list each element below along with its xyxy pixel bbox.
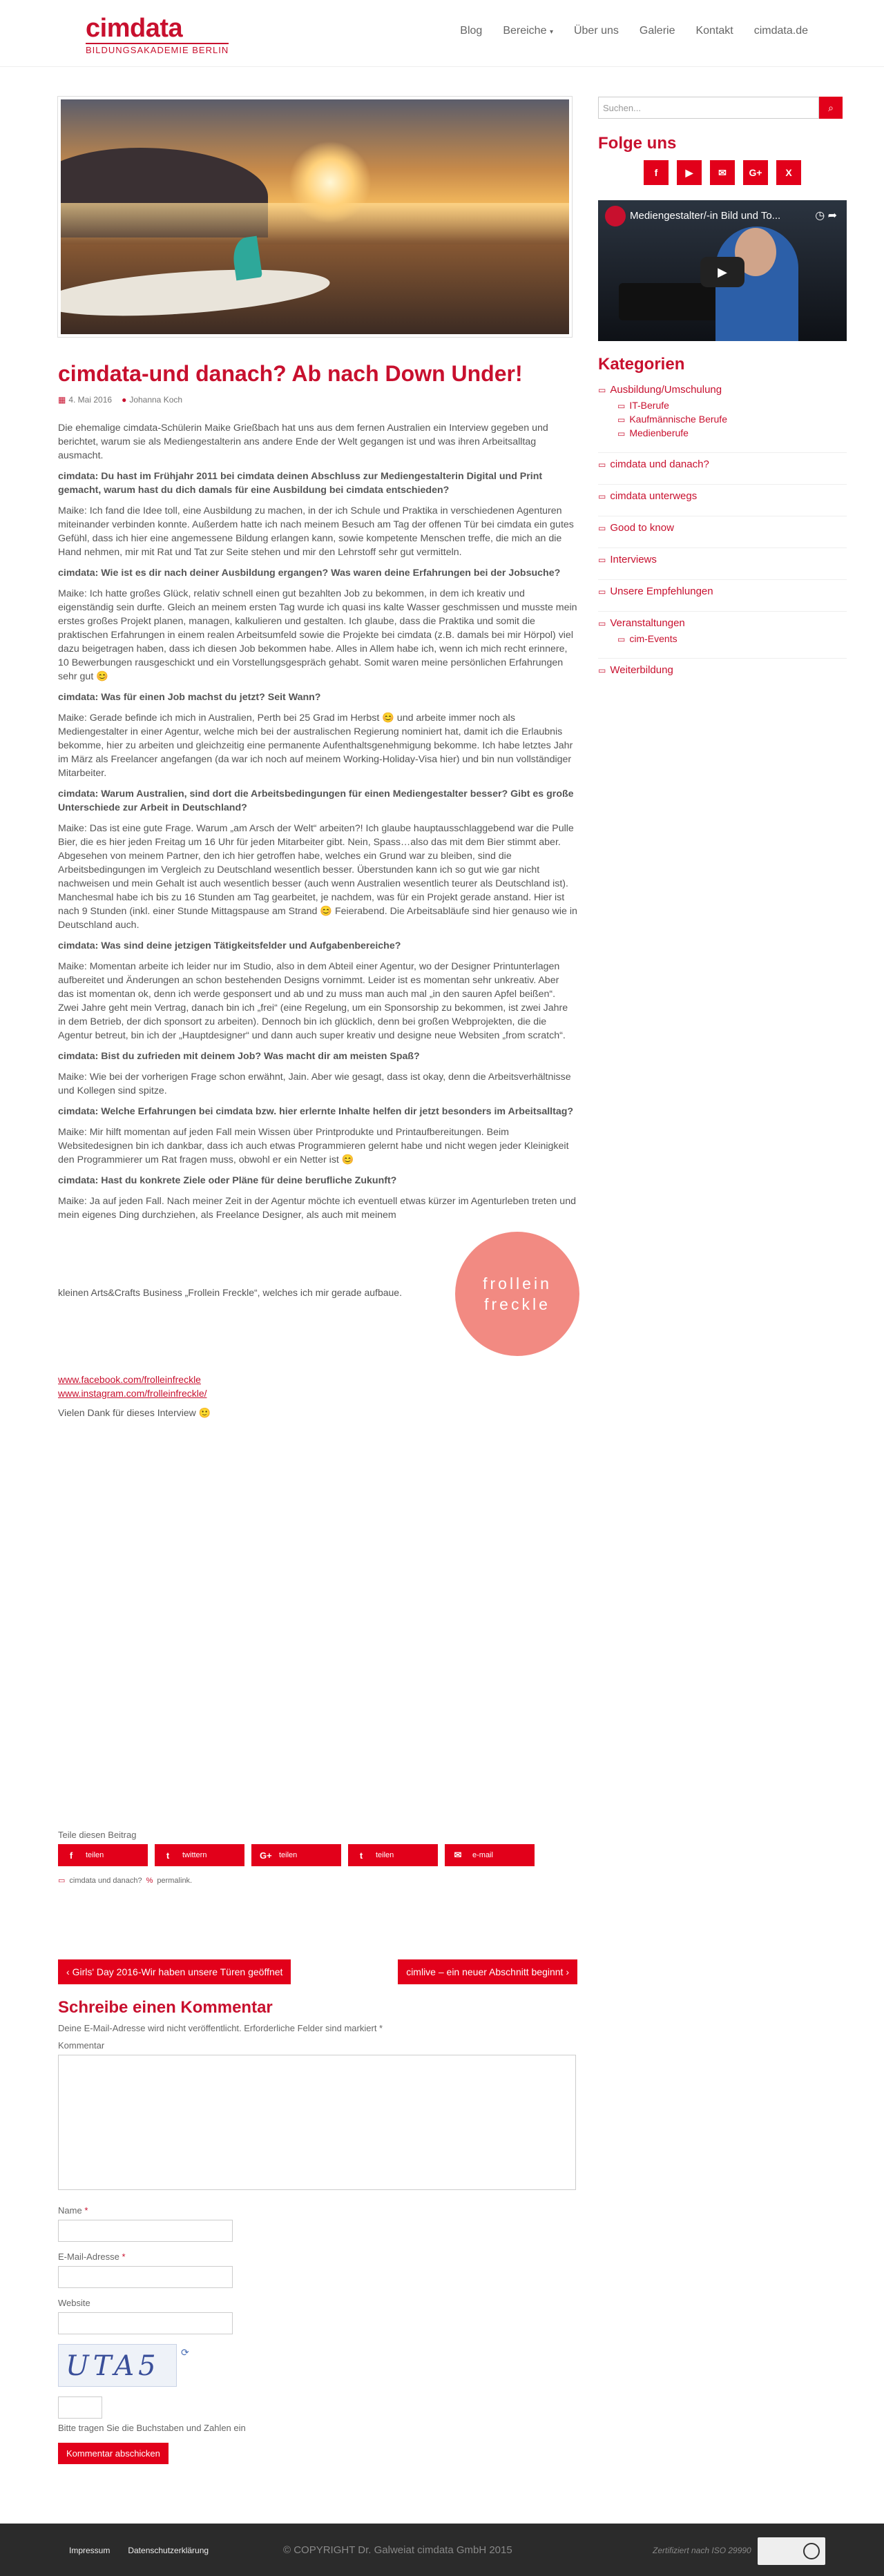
certification-text: Zertifiziert nach ISO 29990 [653,2546,751,2555]
next-post-label: cimlive – ein neuer Abschnitt beginnt [406,1966,564,1977]
share-googleplus-button[interactable] [251,1844,341,1866]
category-unterwegs-link[interactable]: cimdata unterwegs [610,490,698,502]
freckle-logo-line2: freckle [484,1295,550,1313]
freckle-logo-line1: frollein [483,1275,552,1292]
categories-title: Kategorien [598,355,685,374]
post-date-text: 4. Mai 2016 [68,395,113,405]
article [58,97,577,1419]
subcategory-events [617,633,847,644]
nav-ueber-uns[interactable]: Über uns [573,25,619,37]
comment-label: Kommentar [58,2040,105,2051]
datenschutz-link[interactable]: Datenschutzerklärung [128,2546,209,2555]
captcha-image: UTA5 [58,2344,177,2387]
name-label-text: Name [58,2205,82,2216]
category-good-link[interactable]: Good to know [610,522,674,534]
interview-question: cimdata: Was sind deine jetzigen Tätigkeitsfelder und Aufgabenbereiche? [58,940,401,951]
folder-icon: ▭ [598,492,606,501]
follow-title: Folge uns [598,134,677,153]
tumblr-icon: t [359,1850,363,1861]
category-good [598,516,847,534]
name-label [58,2205,577,2216]
category-ausbildung [598,384,847,438]
folder-icon: ▭ [598,460,606,469]
captcha-hint: Bitte tragen Sie die Buchstaben und Zahlen ein [58,2423,246,2433]
subcategories [617,633,847,644]
nav-galerie[interactable]: Galerie [639,25,675,37]
site-logo[interactable] [86,15,229,55]
captcha-input[interactable] [58,2396,102,2419]
share-googleplus-label: teilen [279,1851,298,1859]
interview-paragraph: Maike: Ja auf jeden Fall. Nach meiner Zeit in der Agentur möchte ich eventuell etwas kürzer im Agenturleben treten und mein eigenes Ding durchziehen, als Freelance Designer, als auch mit meinem [58,1196,576,1221]
folder-icon: ▭ [598,619,606,628]
folder-icon: ▭ [598,523,606,533]
video-title: Mediengestalter/-in Bild und To... [630,210,781,222]
copyright: © COPYRIGHT Dr. Galweiat cimdata GmbH 2015 [283,2544,512,2556]
share-section [58,1830,583,1885]
share-twitter-label: twittern [182,1851,207,1859]
interview-paragraph: Maike: Wie bei der vorherigen Frage schon erwähnt, Jain. Aber wie gesagt, dass ist okay, denn die Arbeitsverhältnisse und Kollegen sind spitze. [58,1072,571,1096]
instagram-link[interactable]: www.instagram.com/frolleinfreckle/ [58,1388,207,1399]
sidebar [598,97,847,690]
name-field[interactable] [58,2220,233,2242]
submit-comment-button[interactable]: Kommentar abschicken [58,2443,169,2464]
nav-blog[interactable]: Blog [460,25,483,37]
post-navigation [58,1959,577,1984]
post-author[interactable] [122,395,182,405]
folder-icon: ▭ [617,401,626,411]
comment-form [58,1998,577,2464]
subcategory-medien-link[interactable]: Medienberufe [629,427,689,438]
category-interviews [598,548,847,565]
email-label [58,2251,577,2262]
category-link[interactable]: cimdata und danach? [69,1876,142,1885]
interview-paragraph: Maike: Das ist eine gute Frage. Warum „am Arsch der Welt“ arbeiten?! Ich glaube hauptausschlaggebend war die Pulle Bier, die es hier jeden Freitag um 16 Uhr für jeden Mitarbeiter gibt. Nein, Spass…also das mit dem Bier stimmt aber. Abgesehen von meinem Partner, den ich hier getroffen habe, welches ein Grund war zu bleiben, sind die Arbeitsbedingungen im Vergleich zu Deutschland wesentlich besser. Überstunden kann ich so gut wie gar nicht nachweisen und mein Gehalt ist auch wesentlich besser (auch wenn Australien wesentlich teurer als Deutschland ist). Manchesmal habe ich bis zu 16 Stunden am Tag gearbeitet, je nachdem, was für ein Projekt gerade anstand. Hier ist nach 9 Stunden (inkl. einer Stunde Mittagspause am Strand 😊 Feierabend. Die Arbeitsabläufe sind hier genauso wie in Deutschland auch. [58,823,577,931]
share-email-button[interactable] [445,1844,535,1866]
previous-post-button[interactable] [58,1959,291,1984]
main-nav [460,25,808,37]
freckle-paragraph: kleinen Arts&Crafts Business „Frollein Freckle“, welches ich mir gerade aufbaue. [58,1287,402,1298]
share-buttons [58,1844,583,1866]
chevron-right-icon: › [563,1966,569,1977]
share-facebook-button[interactable] [58,1844,148,1866]
website-field[interactable] [58,2312,233,2334]
frollein-freckle-logo [455,1232,579,1356]
subcategory-kaufm [617,414,847,425]
category-empfehlungen-link[interactable]: Unsere Empfehlungen [610,585,713,597]
interview-paragraph: Maike: Ich fand die Idee toll, eine Ausbildung zu machen, in der ich Schule und Praktika in verschiedenen Agenturen miteinander verbinden konnte. Außerdem hatte ich nach meinem Besuch am Tag der offenen Tür bei cimdata ein gutes Gefühl, dass ich hier eine angemessene Bildung erlangen kann, sowie kompetente Menschen treffe, die mich an die Hand nehmen, mir mit Rat und Tat zur Seite stehen und mir den Lehrstoff sehr gut vermitteln. [58,505,574,558]
play-icon[interactable]: ▶ [700,257,744,287]
footer-links [69,2546,209,2555]
folder-icon: ▭ [617,635,626,644]
featured-image [58,97,572,337]
category-unterwegs [598,484,847,502]
comment-title: Schreibe einen Kommentar [58,1998,273,2017]
caret-down-icon: ▾ [549,28,553,36]
nav-kontakt[interactable]: Kontakt [695,25,733,37]
share-tumblr-button[interactable] [348,1844,438,1866]
interview-paragraph: Maike: Mir hilft momentan auf jeden Fall mein Wissen über Printprodukte und Printaufbereitungen. Beim Websitedesignen bin ich dankbar, dass ich auch etwas Programmieren gelernt habe und nicht wegen jeder Kleinigkeit den Programmierer um Rat fragen muss, obwohl er ein Netter ist 😊 [58,1127,569,1165]
facebook-icon: f [69,1850,73,1861]
refresh-icon[interactable]: ⟳ [181,2347,189,2358]
clock-share-icon[interactable]: ◷ ➦ [815,210,837,222]
freckle-row [58,1229,577,1360]
required-marker: * [84,2205,88,2216]
category-veranstaltungen [598,611,847,644]
category-danach [598,452,847,470]
video-embed[interactable] [598,200,847,341]
subcategory-medien [617,427,847,438]
category-empfehlungen [598,579,847,597]
next-post-button[interactable] [398,1959,577,1984]
share-title: Teile diesen Beitrag [58,1830,137,1840]
impressum-link[interactable]: Impressum [69,2546,110,2555]
category-danach-link[interactable]: cimdata und danach? [610,458,709,470]
folder-icon: ▭ [598,587,606,597]
interview-question: cimdata: Welche Erfahrungen bei cimdata bzw. hier erlernte Inhalte helfen dir jetzt besonders im Arbeitsalltag? [58,1106,574,1117]
category-weiterbildung [598,658,847,676]
search-form [598,97,847,119]
folder-icon: ▭ [58,1877,66,1885]
youtube-icon[interactable]: ▶ [677,160,702,185]
email-label-text: E-Mail-Adresse [58,2251,119,2262]
google-plus-icon: G+ [260,1850,272,1861]
facebook-icon[interactable]: f [644,160,669,185]
folder-icon: ▭ [617,429,626,438]
logo-brand: cimdata [86,14,183,43]
interview-paragraph: Die ehemalige cimdata-Schülerin Maike Grießbach hat uns aus dem fernen Australien ein Interview gegeben und berichtet, warum sie als Mediengestalterin ans andere Ende der Welt gegangen ist und was ihren Arbeitsalltag ausmacht. [58,423,548,461]
interview-paragraph: Maike: Momentan arbeite ich leider nur im Studio, also in dem Abteil einer Agentur, wo der Designer Printunterlagen aufbereitet und Änderungen an schon bestehenden Designs vornimmt. Leider ist es momentan sehr unkreativ. Aber das ist momentan ok, denn ich werde gesponsert und ab und zu muss man auch mal „in den sauren Apfel beißen“. Zwei Jahre geht mein Vertrag, danach bin ich „frei“ (eine Regelung, um ein Sponsorship zu bekommen, ist zwei Jahre in dem Betrieb, der dich sponsort zu arbeiten). Dennoch bin ich glücklich, denn bei großen Webprojekten, die die Agentur betreut, bin ich der „Hauptdesigner“ und dann auch super kreativ und designe neue Websiten „from scratch“. [58,961,568,1041]
category-veranstaltungen-link[interactable]: Veranstaltungen [610,617,685,629]
search-input[interactable]: Suchen... [598,97,819,119]
comment-note: Deine E-Mail-Adresse wird nicht veröffentlicht. Erforderliche Felder sind markiert * [58,2023,383,2033]
email-icon[interactable]: ✉ [710,160,735,185]
folder-icon: ▭ [598,385,606,395]
google-plus-icon[interactable]: G+ [743,160,768,185]
website-label: Website [58,2298,90,2308]
subcategory-it-link[interactable]: IT-Berufe [629,400,669,411]
nav-bereiche[interactable] [503,25,553,37]
subcategories [617,400,847,438]
interview-question: cimdata: Bist du zufrieden mit deinem Job? Was macht dir am meisten Spaß? [58,1051,420,1062]
previous-post-label: Girls' Day 2016-Wir haben unsere Türen geöffnet [72,1966,283,1977]
post-meta [58,395,577,405]
twitter-icon: t [166,1850,170,1861]
post-title: cimdata-und danach? Ab nach Down Under! [58,361,523,386]
comment-textarea[interactable] [58,2055,576,2190]
subcategory-kaufm-link[interactable]: Kaufmännische Berufe [629,414,727,425]
category-ausbildung-link[interactable]: Ausbildung/Umschulung [610,384,722,396]
folder-icon: ▭ [598,555,606,565]
share-facebook-label: teilen [86,1851,104,1859]
social-icons [598,160,847,185]
share-tumblr-label: teilen [376,1851,394,1859]
interview-question: cimdata: Was für einen Job machst du jetzt? Seit Wann? [58,692,321,703]
chevron-left-icon: ‹ [66,1966,73,1977]
calendar-icon: ▦ [58,395,66,405]
external-links [58,1373,577,1400]
share-twitter-button[interactable] [155,1844,244,1866]
interview-question: cimdata: Du hast im Frühjahr 2011 bei cimdata deinen Abschluss zur Mediengestalterin Digital und Print gemacht, warum hast du dich damals für eine Ausbildung bei cimdata entschieden? [58,471,543,496]
permalink[interactable]: permalink. [157,1876,193,1885]
post-content [58,421,577,1222]
certification-badge [758,2537,825,2565]
category-weiterbildung-link[interactable]: Weiterbildung [610,664,673,676]
categories-widget [598,355,847,676]
site-header [0,0,884,67]
post-date [58,395,112,405]
subcategory-it [617,400,847,411]
folder-icon: ▭ [598,666,606,675]
channel-avatar [605,206,626,226]
category-interviews-link[interactable]: Interviews [610,554,657,565]
post-author-name: Johanna Koch [129,395,183,405]
email-field[interactable] [58,2266,233,2288]
interview-question: cimdata: Warum Australien, sind dort die Arbeitsbedingungen für einen Mediengestalter besser? Gibt es große Unterschiede zur Arbeit in Deutschland? [58,788,574,813]
post-tags [58,1876,583,1885]
folder-icon: ▭ [617,415,626,425]
user-icon: ● [122,395,127,405]
nav-cimdata-de[interactable]: cimdata.de [753,25,808,37]
share-email-label: e-mail [472,1851,493,1859]
nav-bereiche-label: Bereiche [503,25,547,37]
link-icon: % [146,1876,153,1885]
search-icon[interactable]: ⌕ [819,97,843,119]
required-marker: * [122,2251,126,2262]
interview-paragraph: Maike: Gerade befinde ich mich in Australien, Perth bei 25 Grad im Herbst 😊 und arbeite immer noch als Mediengestalter in einer Agentur, welche mich bei der australischen Regierung nominiert hat, damit ich die Erlaubnis bekomme, hier zu arbeiten und gleichzeitig eine permanente Aufenthaltsgenehmigung bekomme. Ich habe letztes Jahr im März als Freelancer angefangen (da war ich noch auf meinem Working-Holiday-Visa hier) und bin nun vollständiger Mitarbeiter. [58,713,573,779]
facebook-link[interactable]: www.facebook.com/frolleinfreckle [58,1374,201,1385]
thanks-line: Vielen Dank für dieses Interview 🙂 [58,1407,211,1418]
interview-question: cimdata: Hast du konkrete Ziele oder Pläne für deine berufliche Zukunft? [58,1175,397,1186]
captcha [58,2344,189,2388]
subcategory-events-link[interactable]: cim-Events [629,633,678,644]
xing-icon[interactable]: X [776,160,801,185]
interview-paragraph: Maike: Ich hatte großes Glück, relativ schnell einen gut bezahlten Job zu bekommen, in dem ich kreativ und eigenständig sein durfte. Gleich an meinem ersten Tag wurde ich quasi ins kalte Wasser geschmissen und musste mein erstes großes Projekt planen, managen, kalkulieren und gestalten. Ich glaube, dass die Praktika und somit die praktischen Erfahrungen in einem realen Arbeitsumfeld sowie die Projekte bei cimdata (z.B. damals bei mir Hörpol) viel dazu beigetragen haben, dass ich diesen Job bekommen habe. Alles in Allem habe ich, wenn ich mich recht erinnere, 10 Bewerbungen rausgeschickt und ein Vorstellungsgespräch gehabt. Somit waren meine persönlichen Erfahrungen sehr gut 😊 [58,588,577,682]
envelope-icon: ✉ [454,1850,462,1860]
site-footer [0,2524,884,2576]
logo-tagline: BILDUNGSAKADEMIE BERLIN [86,43,229,55]
interview-question: cimdata: Wie ist es dir nach deiner Ausbildung ergangen? Was waren deine Erfahrungen bei der Jobsuche? [58,568,561,579]
